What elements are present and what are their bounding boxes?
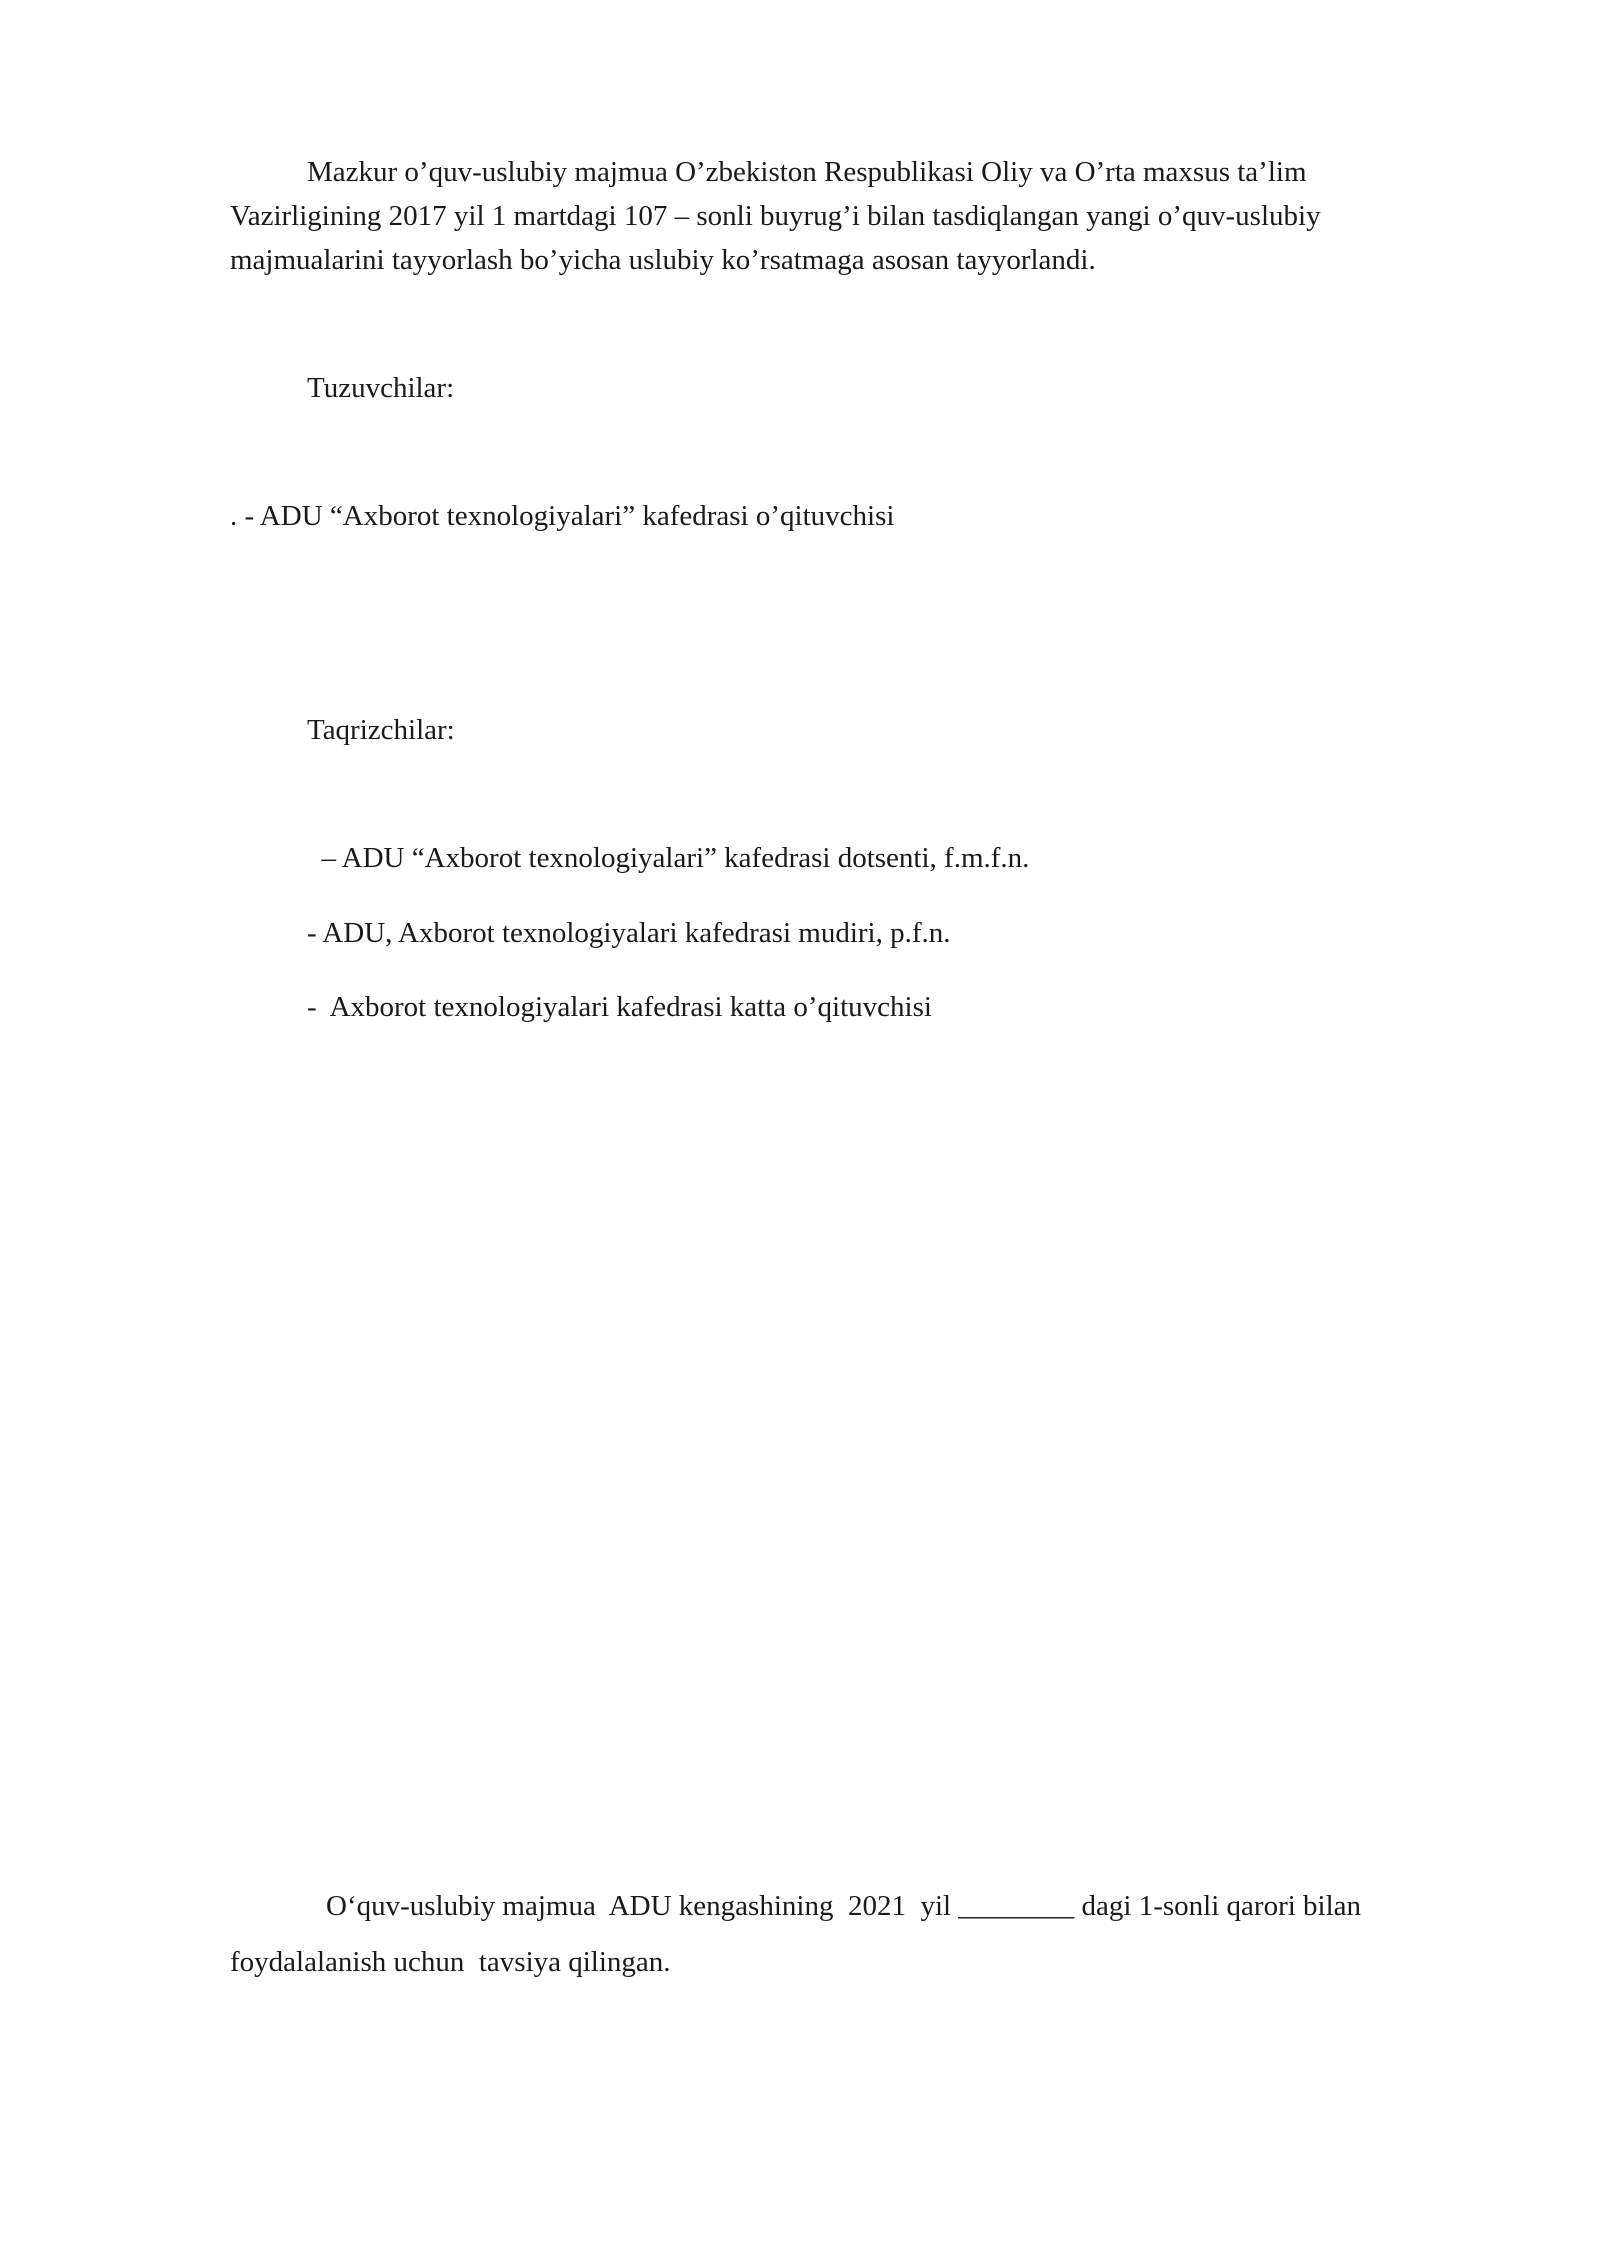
recommendation-paragraph bbox=[230, 1878, 1510, 1990]
reviewers-heading: Taqrizchilar: bbox=[307, 714, 455, 746]
reviewer-item: - ADU, Axborot texnologiyalari kafedrasi mudiri, p.f.n. bbox=[307, 917, 951, 949]
intro-paragraph bbox=[230, 150, 1510, 282]
intro-line: Vazirligining 2017 yil 1 martdagi 107 – sonli buyrug’i bilan tasdiqlangan yangi o’quv-uslubiy bbox=[230, 200, 1321, 232]
intro-line: majmualarini tayyorlash bo’yicha uslubiy ko’rsatmaga asosan tayyorlandi. bbox=[230, 244, 1096, 276]
intro-line: Mazkur o’quv-uslubiy majmua O’zbekiston Respublikasi Oliy va O’rta maxsus ta’lim bbox=[307, 156, 1307, 188]
author-item: . - ADU “Axborot texnologiyalari” kafedrasi o’qituvchisi bbox=[230, 500, 895, 532]
recommendation-line: foydalalanish uchun tavsiya qilingan. bbox=[230, 1946, 671, 1978]
reviewer-item: - Axborot texnologiyalari kafedrasi katta o’qituvchisi bbox=[307, 991, 932, 1023]
recommendation-line: O‘quv-uslubiy majmua ADU kengashining 2021 yil ________ dagi 1-sonli qarori bilan bbox=[326, 1890, 1362, 1922]
authors-heading: Tuzuvchilar: bbox=[307, 372, 455, 404]
reviewer-item: – ADU “Axborot texnologiyalari” kafedrasi dotsenti, f.m.f.n. bbox=[307, 842, 1030, 874]
